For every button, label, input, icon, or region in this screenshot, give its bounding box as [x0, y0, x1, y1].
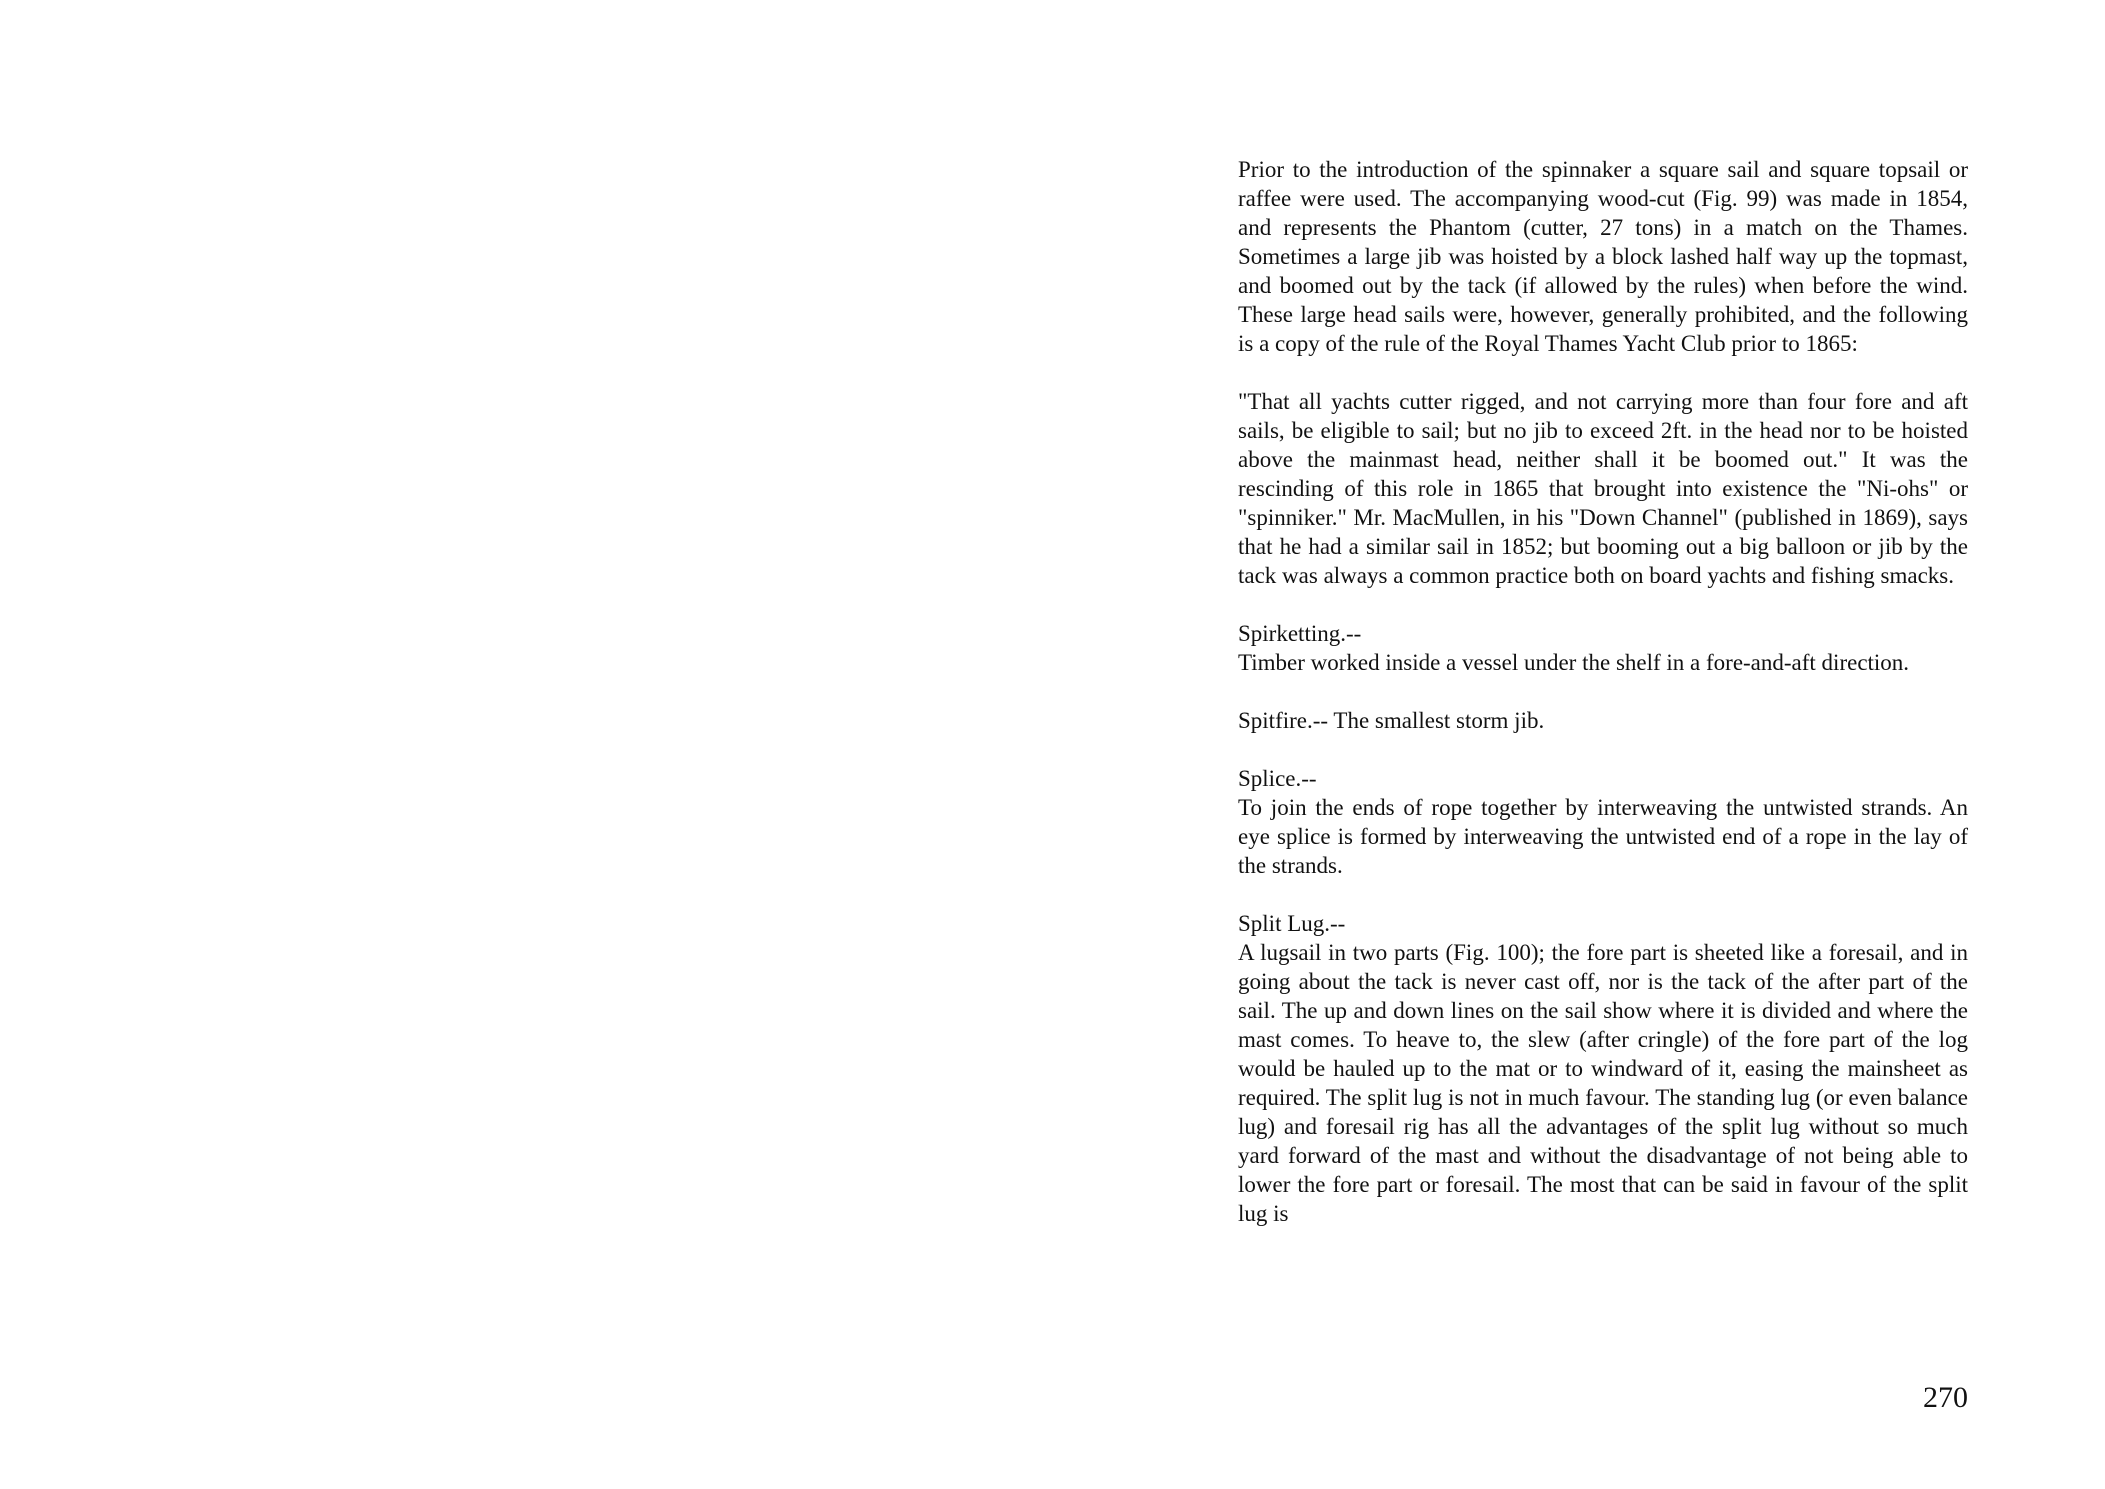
entry-term: Splice.--: [1238, 766, 1317, 791]
entry-spitfire: [1238, 706, 1968, 735]
paragraph-yacht-club-rule: "That all yachts cutter rigged, and not carrying more than four fore and aft sails, be eligible to sail; but no jib to exceed 2ft. in the head nor to be hoisted above the mainmast head, neither shall it be boomed out." It was the rescinding of this role in 1865 that brought into existence the "Ni-ohs" or "spinniker." Mr. MacMullen, in his "Down Channel" (published in 1869), says that he had a similar sail in 1852; but booming out a big balloon or jib by the tack was always a common practice both on board yachts and fishing smacks.: [1238, 389, 1968, 588]
entry-split-lug: [1238, 909, 1968, 1228]
entry-definition: Timber worked inside a vessel under the shelf in a fore-and-aft direction.: [1238, 650, 1910, 675]
entry-definition: The smallest storm jib.: [1333, 708, 1545, 733]
entry-term: Spirketting.--: [1238, 621, 1362, 646]
entry-splice: [1238, 764, 1968, 880]
entry-term: Split Lug.--: [1238, 911, 1346, 936]
entry-term: Spitfire.--: [1238, 708, 1329, 733]
text-column: [1238, 155, 1968, 1228]
page-number: 270: [1923, 1381, 1968, 1414]
paragraph-spinnaker-history: Prior to the introduction of the spinnaker a square sail and square topsail or raffee were used. The accompanying wood-cut (Fig. 99) was made in 1854, and represents the Phantom (cutter, 27 tons) in a match on the Thames. Sometimes a large jib was hoisted by a block lashed half way up the topmast, and boomed out by the tack (if allowed by the rules) when before the wind. These large head sails were, however, generally prohibited, and the following is a copy of the rule of the Royal Thames Yacht Club prior to 1865:: [1238, 157, 1968, 356]
entry-spirketting: [1238, 619, 1968, 677]
entry-definition: A lugsail in two parts (Fig. 100); the fore part is sheeted like a foresail, and in going about the tack is never cast off, nor is the tack of the after part of the sail. The up and down lines on the sail show where it is divided and where the mast comes. To heave to, the slew (after cringle) of the fore part of the log would be hauled up to the mat or to windward of it, easing the mainsheet as required. The split lug is not in much favour. The standing lug (or even balance lug) and foresail rig has all the advantages of the split lug without so much yard forward of the mast and without the disadvantage of not being able to lower the fore part or foresail. The most that can be said in favour of the split lug is: [1238, 940, 1968, 1226]
entry-definition: To join the ends of rope together by interweaving the untwisted strands. An eye splice is formed by interweaving the untwisted end of a rope in the lay of the strands.: [1238, 795, 1968, 878]
